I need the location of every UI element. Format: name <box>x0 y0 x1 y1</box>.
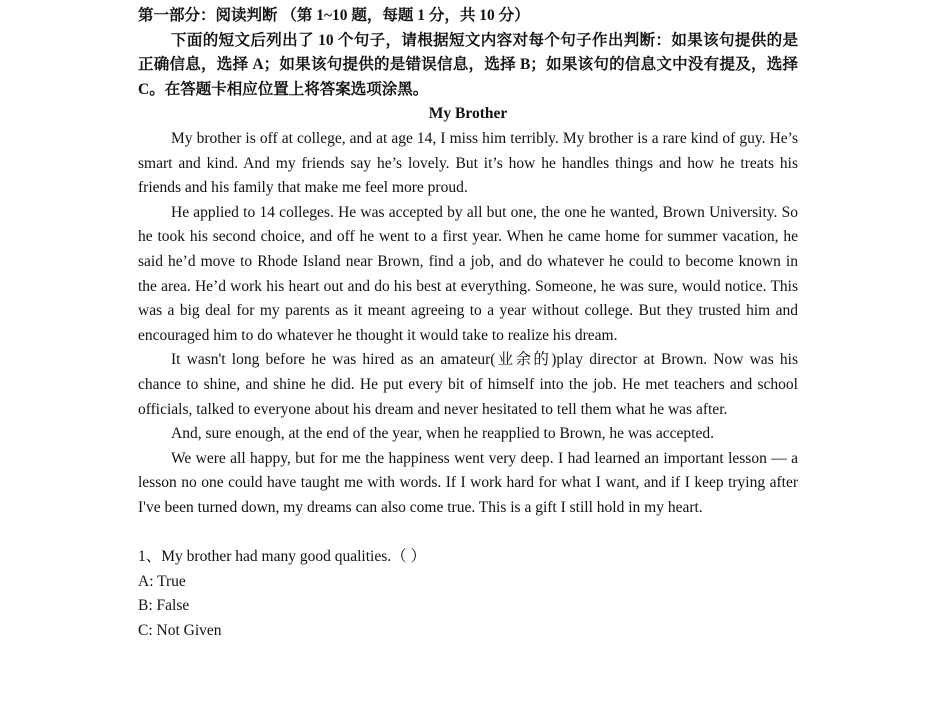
passage-paragraph: My brother is off at college, and at age 14, I miss him terribly. My brother is a rare kind of guy. He’s smart and kind. And my friends say he’s lovely. But it’s how he handles things and how he treats his friends and his family that make me feel more proud. <box>138 129 798 197</box>
passage-title: My Brother <box>428 105 508 123</box>
question-1-option-a[interactable]: A: True <box>138 572 186 590</box>
question-block <box>138 545 798 643</box>
passage-paragraph: It wasn't long before he was hired as an amateur(业余的)play director at Brown. Now was his chance to shine, and shine he did. He put every bit of himself into the job. He met teachers and school officials, talked to everyone about his dream and never hesitated to tell them what he was after. <box>138 351 798 418</box>
passage-paragraph: We were all happy, but for me the happiness went very deep. I had learned an important lesson — a lesson no one could have taught me with words. If I work hard for what I want, and if I keep trying after I've been turned down, my dreams can also come true. This is a gift I still hold in my heart. <box>138 449 798 516</box>
question-1-option-b[interactable]: B: False <box>138 597 190 615</box>
section-title: 第一部分：阅读判断 （第 1~10 题，每题 1 分，共 10 分） <box>138 7 530 24</box>
passage-paragraph: He applied to 14 colleges. He was accepted by all but one, the one he wanted, Brown University. So he took his second choice, and off he went to a first year. When he came home for summer vacation, he said he’d move to Rhode Island near Brown, find a job, and do whatever he could to become known in the area. He’d work his heart out and do his best at everything. Someone, he was sure, would notice. This was a big deal for my parents as it meant agreeing to a year without college. But they trusted him and encouraged him to do whatever he thought it would take to realize his dream. <box>138 203 798 344</box>
question-1-option-c[interactable]: C: Not Given <box>138 621 222 639</box>
question-1-text: 1、My brother had many good qualities.（ ） <box>138 548 426 566</box>
section-instructions: 下面的短文后列出了 10 个句子，请根据短文内容对每个句子作出判断：如果该句提供的是正确信息，选择 A；如果该句提供的是错误信息，选择 B；如果该句的信息文中没有提及，选择 C。在答题卡相应位置上将答案选项涂黑。 <box>138 31 798 98</box>
passage-paragraph: And, sure enough, at the end of the year, when he reapplied to Brown, he was accepted. <box>171 425 714 443</box>
exam-page <box>138 4 798 643</box>
